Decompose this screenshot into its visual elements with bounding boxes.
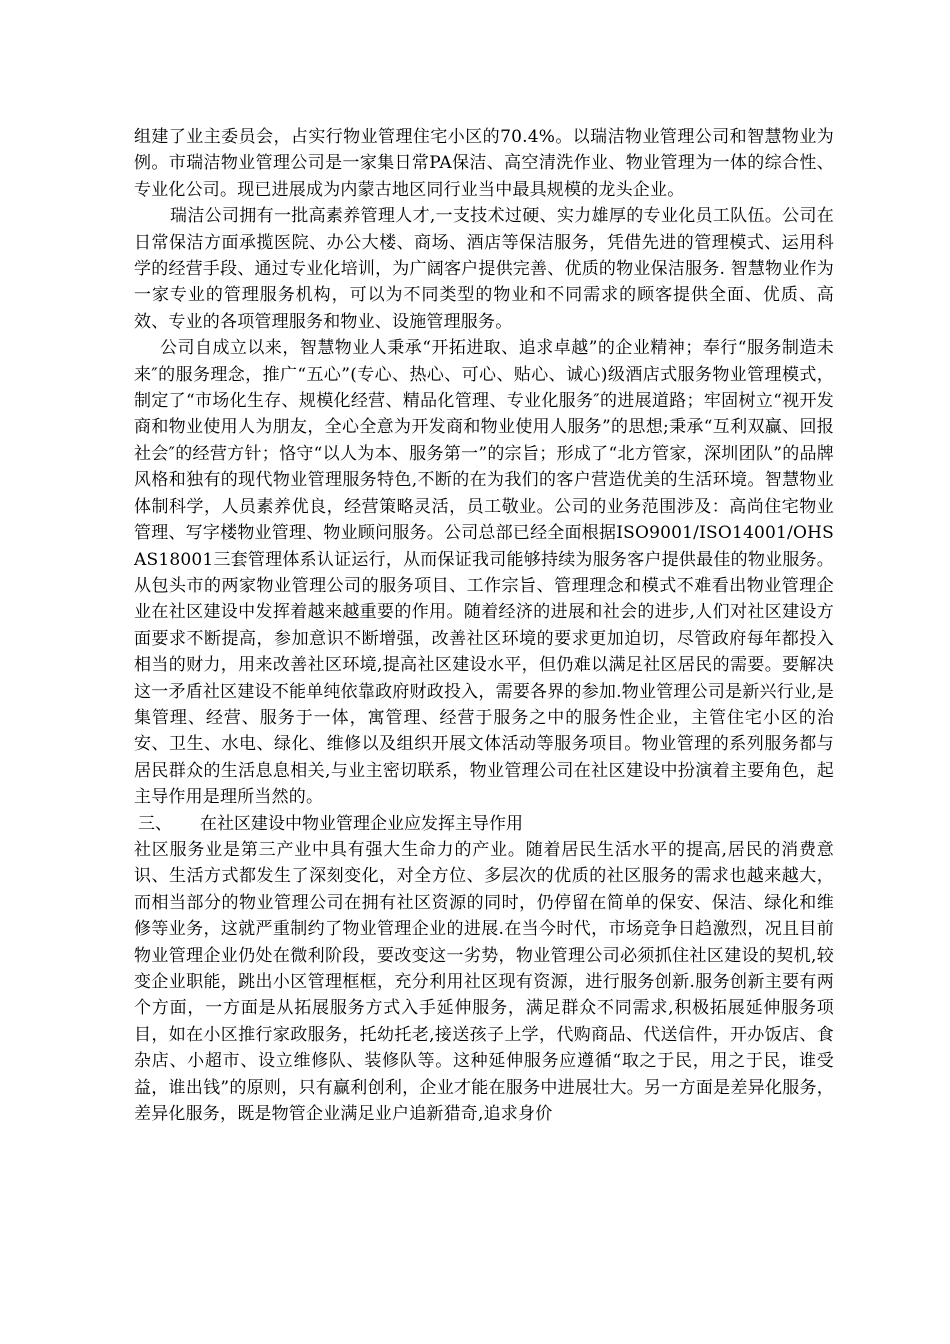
document-body [134,124,834,1127]
paragraph-section-three: 社区服务业是第三产业中具有强大生命力的产业。随着居民生活水平的提高,居民的消费意识、生活方式都发生了深刻变化，对全方位、多层次的优质的社区服务的需求也越来越大，而相当部分的物业管理公司在拥有社区资源的同时，仍停留在简单的保安、保洁、绿化和维修等业务，这就严重制约了物业管理企业的进展.在当今时代，市场竞争日趋激烈，况且目前物业管理企业仍处在微利阶段，要改变这一劣势，物业管理公司必须抓住社区建设的契机,较变企业职能，跳出小区管理框框，充分利用社区现有资源，进行服务创新.服务创新主要有两个方面，一方面是从拓展服务方式入手延伸服务，满足群众不同需求,积极拓展延伸服务项目，如在小区推行家政服务，托幼托老,接送孩子上学，代购商品、代送信件，开办饭店、食杂店、小超市、设立维修队、装修队等。这种延伸服务应遵循“取之于民，用之于民，谁受益，谁出钱”的原则，只有赢利创利，企业才能在服务中进展壮大。另一方面是差异化服务，差异化服务，既是物管企业满足业户追新猎奇,追求身价 [134,839,834,1125]
section-title: 在社区建设中物业管理企业应发挥主导作用 [200,813,523,834]
section-heading [134,811,834,837]
section-number: 三、 [138,813,172,834]
paragraph-zhihui: 公司自成立以来，智慧物业人秉承“开拓进取、追求卓越”的企业精神；奉行“服务制造未来″的服务理念，推广“五心”(专心、热心、可心、贴心、诚心)级酒店式服务物业管理模式，制定了“市场化生存、规模化经营、精品化管理、专业化服务″的进展道路；牢固树立“视开发商和物业使用人为朋友，全心全意为开发商和物业使用人服务”的思想;秉承“互利双赢、回报社会″的经营方针；恪守“以人为本、服务第一”的宗旨；形成了“北方管家，深圳团队”的品牌风格和独有的现代物业管理服务特色,不断的在为我们的客户营造优美的生活环境。智慧物业体制科学，人员素养优良，经营策略灵活，员工敬业。公司的业务范围涉及：高尚住宅物业管理、写字楼物业管理、物业顾问服务。公司总部已经全面根据ISO9001/ISO14001/OHSAS18001三套管理体系认证运行，从而保证我司能够持续为服务客户提供最佳的物业服务。从包头市的两家物业管理公司的服务项目、工作宗旨、管理理念和模式不难看出物业管理企业在社区建设中发挥着越来越重要的作用。随着经济的进展和社会的进步,人们对社区建设方面要求不断提高，参加意识不断增强，改善社区环境的要求更加迫切，尽管政府每年都投入相当的财力，用来改善社区环境,提高社区建设水平，但仍难以满足社区居民的需要。要解决这一矛盾社区建设不能单纯依靠政府财政投入，需要各界的参加.物业管理公司是新兴行业,是集管理、经营、服务于一体，寓管理、经营于服务之中的服务性企业，主管住宅小区的治安、卫生、水电、绿化、维修以及组织开展文体活动等服务项目。物业管理的系列服务都与居民群众的生活息息相关,与业主密切联系，物业管理公司在社区建设中扮演着主要角色，起主导作用是理所当然的。 [134,338,834,808]
paragraph-intro: 组建了业主委员会，占实行物业管理住宅小区的70.4%。以瑞洁物业管理公司和智慧物业为例。市瑞洁物业管理公司是一家集日常PA保洁、高空清洗作业、物业管理为一体的综合性、专业化公司。现已进展成为内蒙古地区同行业当中最具规模的龙头企业。 [134,127,834,200]
paragraph-ruijie: 瑞洁公司拥有一批高素养管理人才,一支技术过硬、实力雄厚的专业化员工队伍。公司在日常保洁方面承揽医院、办公大楼、商场、酒店等保洁服务，凭借先进的管理模式、运用科学的经营手段、通过专业化培训，为广阔客户提供完善、优质的物业保洁服务. 智慧物业作为一家专业的管理服务机构，可以为不同类型的物业和不同需求的顾客提供全面、优质、高效、专业的各项管理服务和物业、设施管理服务。 [134,206,834,332]
